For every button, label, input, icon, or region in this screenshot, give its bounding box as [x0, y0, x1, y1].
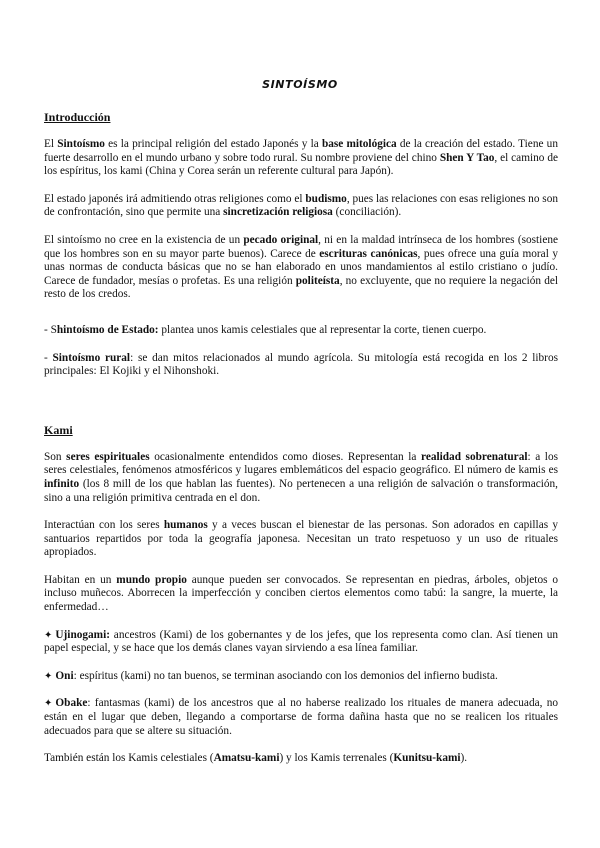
intro-paragraph-3: El sintoísmo no cree en la existencia de un pecado original, ni en la maldad intrínseca de los hombres (sostiene que los hombres son en su mayor parte buenos). Carece de escrituras canónicas, pues ofrece una guía moral y unas normas de conducta básicas que no se han elaborado en unos mandamientos al estilo cristiano o judío. Carece de fundador, mesías o profetas. Es una religión politeísta, no excluyente, que no requiere la negación del resto de los credos.	[44, 233, 558, 301]
kami-paragraph-celestiales: También están los Kamis celestiales (Amatsu-kami) y los Kamis terrenales (Kunitsu-kami).	[44, 752, 468, 765]
intro-paragraph-1: El Sintoísmo es la principal religión del estado Japonés y la base mitológica de la creación del estado. Tiene un fuerte desarrollo en el mundo urbano y sobre todo rural. Su nombre proviene del chino Shen Y Tao, el camino de los espíritus, los kami (China y Corea serán un referente cultural para Japón).	[44, 138, 558, 178]
kami-item-oni: ✦ Oni: espíritus (kami) no tan buenos, se terminan asociando con los demonios del infierno budista.	[44, 669, 498, 682]
section-heading-kami: Kami	[44, 422, 73, 437]
bullet-star-icon: ✦	[44, 670, 53, 682]
kami-item-obake: ✦ Obake: fantasmas (kami) de los ancestros que al no haberse realizado los rituales de manera adecuada, no están en el lugar que deben, llegando a comportarse de forma dañina hasta que no se realicen los rituales adecuados para que se altere su situación.	[44, 697, 558, 737]
intro-paragraph-2: El estado japonés irá admitiendo otras religiones como el budismo, pues las relaciones con esas religiones no son de confrontación, sino que permite una sincretización religiosa (conciliación).	[44, 192, 558, 219]
kami-paragraph-2: Interactúan con los seres humanos y a veces buscan el bienestar de las personas. Son adorados en capillas y santuarios repartidos por toda la geografía japonesa. Necesitan un trato respetuoso y un uso de rituales apropiados.	[44, 519, 558, 559]
document-title: SINTOÍSMO	[262, 78, 338, 91]
kami-paragraph-3: Habitan en un mundo propio aunque pueden ser convocados. Se representan en piedras, árboles, objetos o incluso muñecos. Aborrecen la imperfección y conciben ciertos elementos como tabú: la sangre, la muerte, la enfermedad…	[44, 573, 558, 614]
intro-paragraph-sintoismo-rural: - Sintoísmo rural: se dan mitos relacionados al mundo agrícola. Su mitología está recogida en los 2 libros principales: El Kojiki y el Nihonshoki.	[44, 351, 558, 378]
section-gap	[44, 393, 558, 423]
bullet-star-icon: ✦	[44, 698, 53, 710]
section-heading-introduccion: Introducción	[44, 110, 111, 124]
kami-item-ujinogami: ✦ Ujinogami: ancestros (Kami) de los gobernantes y de los jefes, que los representa como clan. Así tienen un papel especial, y se hace que los demás clanes vayan sirviendo a esa línea familiar.	[44, 628, 558, 655]
document-body	[44, 110, 558, 780]
kami-paragraph-1: Son seres espirituales ocasionalmente entendidos como dioses. Representan la realidad sobrenatural: a los seres celestiales, fenómenos atmosféricos y lugares emblemáticos del espacio geográfico. El número de kamis es infinito (los 8 mill de los que hablan las fuentes). No pertenecen a una religión de salvación o transformación, sino a una religión primitiva centrada en el don.	[44, 450, 558, 504]
intro-paragraph-shintoismo-estado: - Shintoísmo de Estado: plantea unos kamis celestiales que al representar la corte, tienen cuerpo.	[44, 323, 487, 336]
bullet-star-icon: ✦	[44, 629, 53, 641]
